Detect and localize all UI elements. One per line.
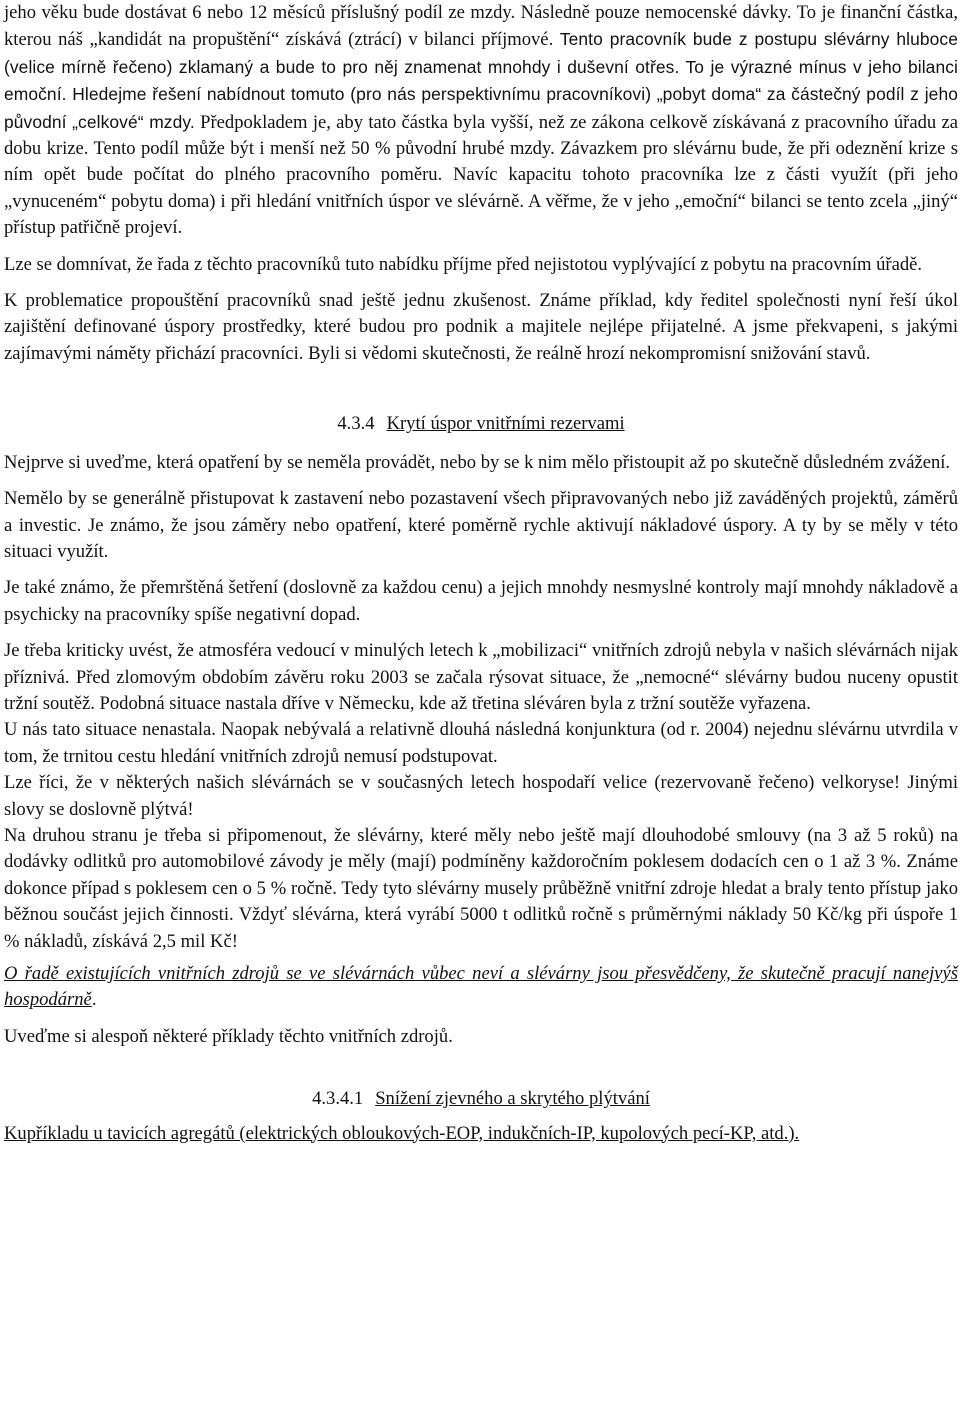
emphasis-text: O řadě existujících vnitřních zdrojů se ve slévárnách vůbec neví a slévárny jsou přesvědčeny, že skutečně pracují nanejvýš hospodárně	[4, 963, 958, 1011]
paragraph: Na druhou stranu je třeba si připomenout, že slévárny, které měly nebo ještě mají dlouhodobé smlouvy (na 3 až 5 roků) na dodávky odlitků pro automobilové závody je měly (mají) podmíněny každoročním poklesem dodacích cen o 1 až 3 %. Známe dokonce případ s poklesem cen o 5 % ročně. Tedy tyto slévárny musely průběžně vnitřní zdroje hledat a braly tento přístup jako běžnou součást jejich činnosti. Vždyť slévárna, která vyrábí 5000 t odlitků ročně s průměrnými náklady 50 Kč/kg při úspoře 1 % nákladů, získává 2,5 mil Kč!	[4, 824, 958, 952]
paragraph-emphasis	[4, 961, 958, 1014]
emphasis-end: .	[91, 989, 97, 1011]
paragraph: Je třeba kriticky uvést, že atmosféra vedoucí v minulých letech k „mobilizaci“ vnitřních zdrojů nebyla v našich slévárnách nijak příznivá. Před zlomovým obdobím závěru roku 2003 se začala rýsovat situace, že „nemocné“ slévárny budou nuceny opustit tržní soutěž. Podobná situace nastala dříve v Německu, kde až třetina sléváren byla z tržní soutěže vyřazena.	[4, 640, 958, 714]
paragraph-text-serif: jeho věku bude dostávat 6 nebo 12 měsíců příslušný podíl ze mzdy. Následně pouze nemocenské dávky. To je finanční částka, kterou náš „kandidát na propuštění“ získává (ztrácí) v bilanci příjmové.	[4, 2, 958, 51]
paragraph: K problematice propouštění pracovníků snad ještě jednu zkušenost. Známe příklad, kdy ředitel společnosti nyní řeší úkol zajištění definované úspory prostředky, které budou pro podnik a majitele nejlépe přijatelné. A jsme překvapeni, s jakými zajímavými náměty přichází pracovníci. Byli si vědomi skutečnosti, že reálně hrozí nekompromisní snižování stavů.	[4, 290, 958, 364]
paragraph-underlined: Kupříkladu u tavicích agregátů (elektrických obloukových-EOP, indukčních-IP, kupolových pecí-KP, atd.).	[4, 1122, 800, 1144]
paragraph: Uveďme si alespoň některé příklady těchto vnitřních zdrojů.	[4, 1025, 453, 1047]
section-heading	[4, 411, 958, 437]
subsection-title: Snížení zjevného a skrytého plýtvání	[375, 1088, 650, 1110]
paragraph-text-serif-2: Předpokladem je, aby tato částka byla vyšší, než ze zákona celkově získávaná z pracovního úřadu za dobu krize. Tento podíl může být i menší než 50 % původní hrubé mzdy. Závazkem pro slévárnu bude, že při odeznění krize s ním opět bude počítat do plného pracovního poměru. Navíc kapacitu tohoto pracovníka lze z části využít (při jeho „vynuceném“ pobytu doma) i při hledání vnitřních úspor ve slévárně. A věřme, že v jeho „emoční“ bilanci se tento zcela „jiný“ přístup patřičně projeví.	[4, 111, 958, 239]
section-number: 4.3.4	[337, 413, 375, 435]
document-page	[4, 0, 958, 1147]
paragraph: Nemělo by se generálně přistupovat k zastavení nebo pozastavení všech připravovaných nebo již zaváděných projektů, záměrů a investic. Je známo, že jsou záměry nebo opatření, které poměrně rychle aktivují nákladové úspory. A ty by se měly v této situaci využít.	[4, 488, 958, 562]
paragraph-continuation	[4, 0, 958, 242]
paragraph: Lze se domnívat, že řada z těchto pracovníků tuto nabídku příjme před nejistotou vyplývající z pobytu na pracovním úřadě.	[4, 253, 923, 275]
subsection-heading	[4, 1086, 958, 1112]
subsection-number: 4.3.4.1	[312, 1088, 364, 1110]
paragraph: U nás tato situace nenastala. Naopak nebývalá a relativně dlouhá následná konjunktura (od r. 2004) nejednu slévárnu utvrdila v tom, že trnitou cestu hledání vnitřních zdrojů nemusí podstupovat.	[4, 719, 958, 767]
paragraph-text-sans: Tento pracovník bude z postupu slévárny hluboce (velice mírně řečeno) zklamaný a bude to pro něj znamenat mnohdy i duševní otřes. To je výrazné mínus v jeho bilanci emoční. Hledejme řešení nabídnout tomuto (pro nás perspektivnímu pracovníkovi) „pobyt doma“ za částečný podíl z jeho původní „celkové“ mzdy.	[4, 29, 958, 132]
section-title: Krytí úspor vnitřními rezervami	[386, 413, 625, 435]
paragraph: Lze říci, že v některých našich slévárnách se v současných letech hospodaří velice (rezervovaně řečeno) velkoryse! Jinými slovy se doslovně plýtvá!	[4, 772, 958, 820]
paragraph: Je také známo, že přemrštěná šetření (doslovně za každou cenu) a jejich mnohdy nesmyslné kontroly mají mnohdy nákladově a psychicky na pracovníky spíše negativní dopad.	[4, 577, 958, 625]
paragraph: Nejprve si uveďme, která opatření by se neměla provádět, nebo by se k nim mělo přistoupit až po skutečně důsledném zvážení.	[4, 451, 951, 473]
